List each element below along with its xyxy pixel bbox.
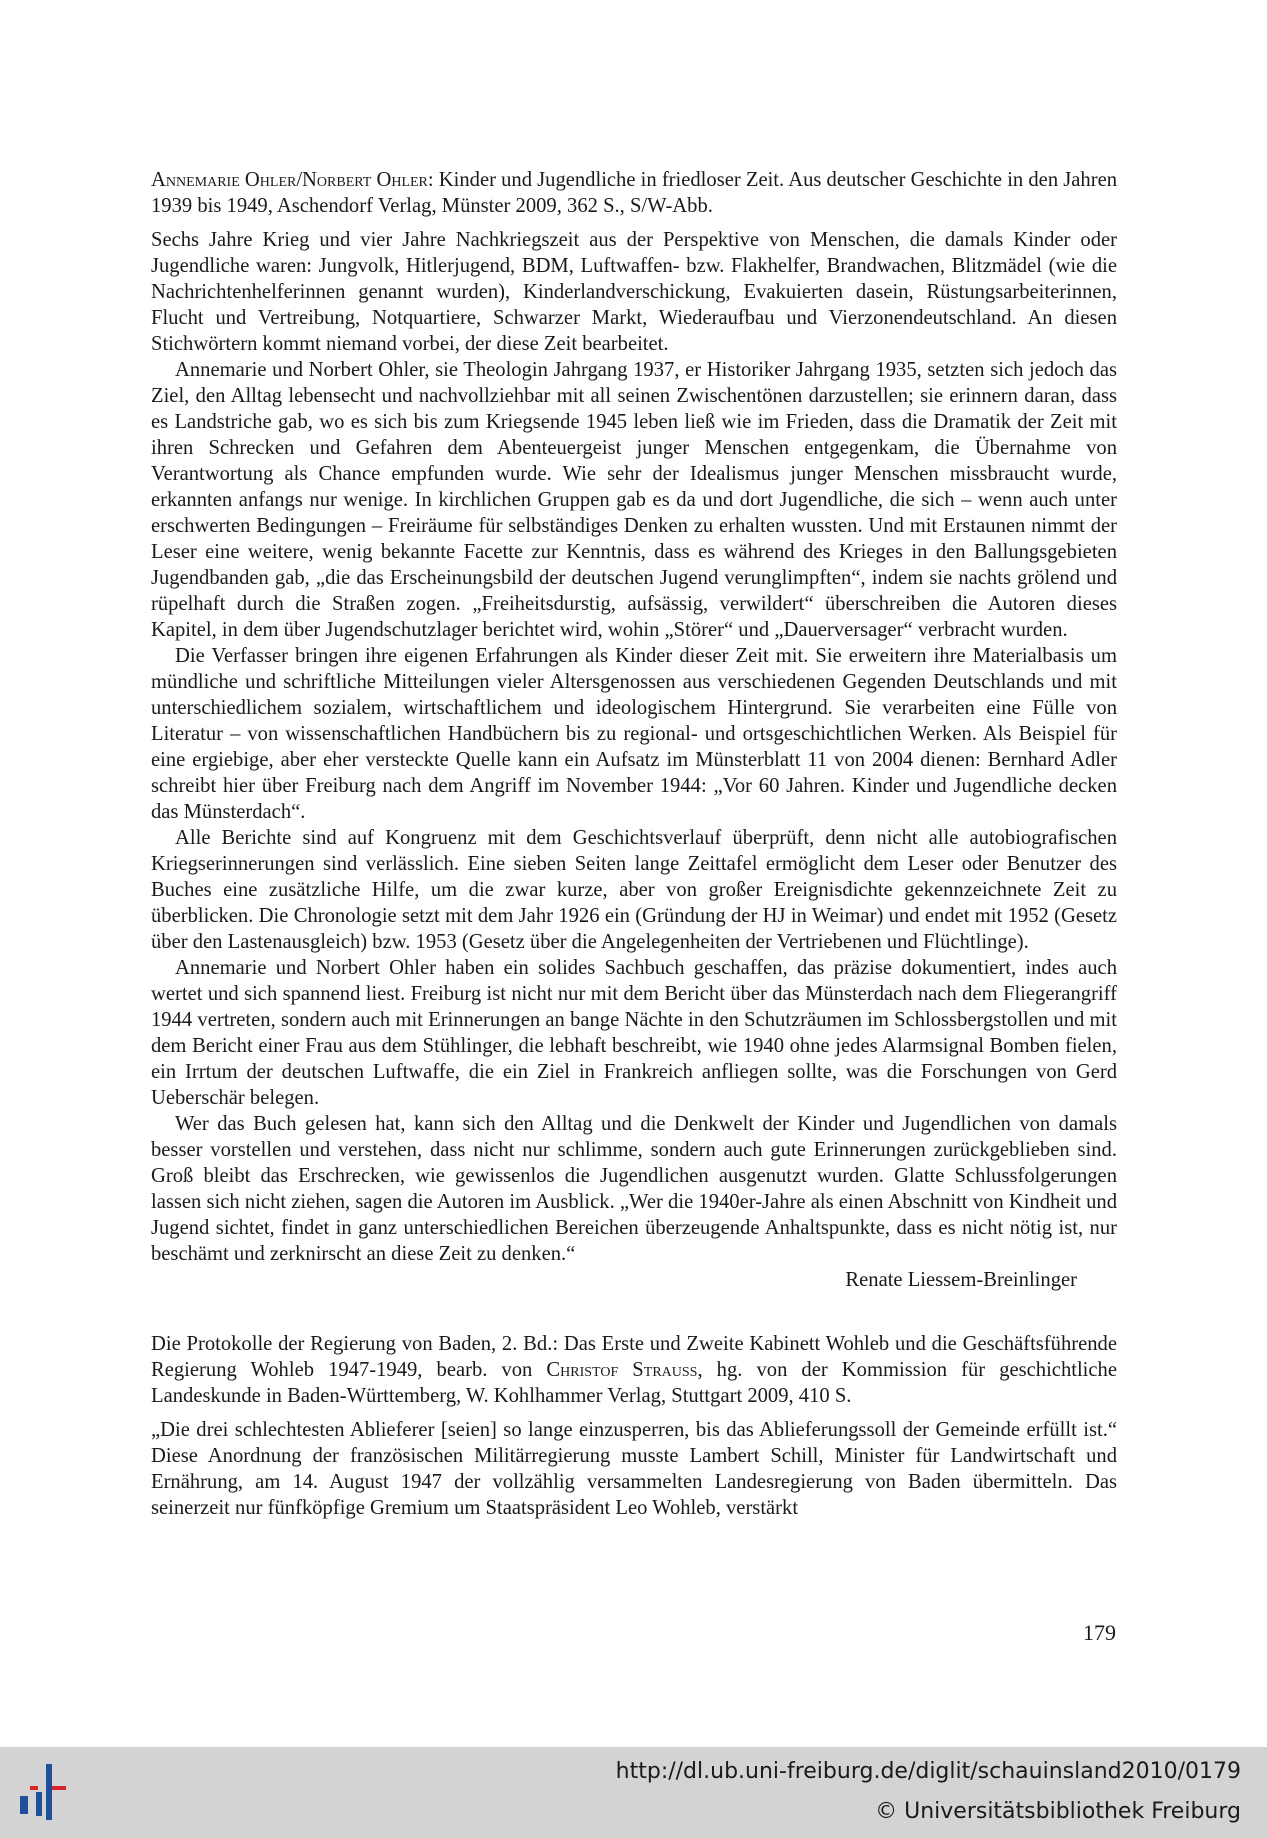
review-2	[151, 1331, 1117, 1521]
review-1	[151, 167, 1117, 1293]
review-1-paragraph: Wer das Buch gelesen hat, kann sich den Alltag und die Denkwelt der Kinder und Jugendlichen von damals besser vorstellen und verstehen, dass nicht nur schlimme, sondern auch gute Erinnerungen zurückgeblieben sind. Groß bleibt das Erschrecken, wie gewissenlos die Jugendlichen ausgenutzt wurden. Glatte Schlussfolgerungen lassen sich nicht ziehen, sagen die Autoren im Ausblick. „Wer die 1940er-Jahre als einen Abschnitt von Kindheit und Jugend sichtet, findet in ganz unterschiedlichen Bereichen überzeugende Anhaltspunkte, dass es nicht nötig ist, nur beschämt und zerknirscht an diese Zeit zu denken.“	[151, 1113, 1117, 1265]
review-1-title: : Kinder und Jugendliche in friedloser Zeit. Aus deutscher Geschichte in den Jahren 1939 bis 1949, Aschendorf Verlag, Münster 2009, 362 S., S/W-Abb.	[151, 169, 1118, 217]
document-page	[151, 167, 1117, 1521]
page-number: 179	[1083, 1620, 1116, 1645]
review-2-heading	[151, 1331, 1117, 1409]
review-2-title-start: Die Protokolle der Regierung von Baden, 2. Bd.: Das Erste und Zweite Kabinett Wohleb und die Geschäftsführende Regierung Wohleb 1947-1949, bearb. von	[151, 1333, 1117, 1381]
review-2-editor: Christof Strauß	[546, 1359, 698, 1381]
review-1-heading	[151, 167, 1117, 219]
review-1-paragraph: Annemarie und Norbert Ohler, sie Theologin Jahrgang 1937, er Historiker Jahrgang 1935, setzten sich jedoch das Ziel, den Alltag lebensecht und nachvollziehbar mit all seinen Zwischentönen darzustellen; sie erinnern daran, dass es Landstriche gab, wo es sich bis zum Kriegsende 1945 leben ließ wie im Frieden, dass die Dramatik der Zeit mit ihren Schrecken und Gefahren dem Abenteuergeist junger Menschen entgegenkam, die Übernahme von Verantwortung als Chance empfunden wurde. Wie sehr der Idealismus junger Menschen missbraucht wurde, erkannten anfangs nur wenige. In kirchlichen Gruppen gab es da und dort Jugendliche, die sich – wenn auch unter erschwerten Bedingungen – Freiräume für selbständiges Denken zu erhalten wussten. Und mit Erstaunen nimmt der Leser eine weitere, wenig bekannte Facette zur Kenntnis, dass es während des Krieges in den Ballungsgebieten Jugendbanden gab, „die das Erscheinungsbild der deutschen Jugend verunglimpften“, indem sie nachts grölend und rüpelhaft durch die Straßen zogen. „Freiheitsdurstig, aufsässig, verwildert“ überschreiben die Autoren dieses Kapitel, in dem über Jugendschutzlager berichtet wird, wohin „Störer“ und „Dauerversager“ verbracht wurden.	[151, 359, 1117, 641]
review-2-body	[151, 1417, 1117, 1521]
footer-url-link[interactable]: http://dl.ub.uni-freiburg.de/diglit/schauinsland2010/0179	[615, 1759, 1241, 1784]
review-2-paragraph: „Die drei schlechtesten Ablieferer [seien] so lange einzusperren, bis das Ablieferungssoll der Gemeinde erfüllt ist.“ Diese Anordnung der französischen Militärregierung musste Lambert Schill, Minister für Landwirtschaft und Ernährung, am 14. August 1947 der vollzählig versammelten Landesregierung von Baden übermitteln. Das seinerzeit nur fünfköpfige Gremium um Staatspräsident Leo Wohleb, verstärkt	[151, 1419, 1117, 1519]
footer-copyright: © Universitätsbibliothek Freiburg	[875, 1799, 1241, 1824]
review-1-paragraph: Alle Berichte sind auf Kongruenz mit dem Geschichtsverlauf überprüft, denn nicht alle autobiografischen Kriegserinnerungen sind verlässlich. Eine sieben Seiten lange Zeittafel ermöglicht dem Leser oder Benutzer des Buches eine zusätzliche Hilfe, um die zwar kurze, aber von großer Ereignisdichte gekennzeichnete Zeit zu überblicken. Die Chronologie setzt mit dem Jahr 1926 ein (Gründung der HJ in Weimar) und endet mit 1952 (Gesetz über den Lastenausgleich) bzw. 1953 (Gesetz über die Angelegenheiten der Vertriebenen und Flüchtlinge).	[151, 827, 1117, 953]
ub-freiburg-logo-icon	[16, 1760, 78, 1822]
review-1-paragraph: Annemarie und Norbert Ohler haben ein solides Sachbuch geschaffen, das präzise dokumentiert, indes auch wertet und sich spannend liest. Freiburg ist nicht nur mit dem Bericht über das Münsterdach nach dem Fliegerangriff 1944 vertreten, sondern auch mit Erinnerungen an bange Nächte in den Schutzräumen im Schlossbergstollen und mit dem Bericht einer Frau aus dem Stühlinger, die lebhaft beschreibt, wie 1940 ohne jedes Alarmsignal Bomben fielen, ein Irrtum der deutschen Luftwaffe, die ein Ziel in Frankreich anfliegen sollte, was die Forschungen von Gerd Ueberschär belegen.	[151, 957, 1117, 1109]
review-1-body	[151, 227, 1117, 1267]
footer-bar	[0, 1747, 1267, 1838]
review-1-signature: Renate Liessem-Breinlinger	[845, 1269, 1077, 1291]
review-2-title-end: , hg. von der Kommission für geschichtliche Landeskunde in Baden-Württemberg, W. Kohlhammer Verlag, Stuttgart 2009, 410 S.	[151, 1359, 1117, 1407]
review-1-paragraph: Sechs Jahre Krieg und vier Jahre Nachkriegszeit aus der Perspektive von Menschen, die damals Kinder oder Jugendliche waren: Jungvolk, Hitlerjugend, BDM, Luftwaffen- bzw. Flakhelfer, Brandwachen, Blitzmädel (wie die Nachrichtenhelferinnen genannt wurden), Kinderlandverschickung, Evakuierten dasein, Rüstungsarbeiterinnen, Flucht und Vertreibung, Notquartiere, Schwarzer Markt, Wiederaufbau und Vierzonendeutschland. An diesen Stichwörtern kommt niemand vorbei, der diese Zeit bearbeitet.	[151, 229, 1117, 355]
review-1-paragraph: Die Verfasser bringen ihre eigenen Erfahrungen als Kinder dieser Zeit mit. Sie erweitern ihre Materialbasis um mündliche und schriftliche Mitteilungen vieler Altersgenossen aus verschiedenen Gegenden Deutschlands und mit unterschiedlichem sozialem, wirtschaftlichem und ideologischem Hintergrund. Sie verarbeiten eine Fülle von Literatur – von wissenschaftlichen Handbüchern bis zu regional- und ortsgeschichtlichen Werken. Als Beispiel für eine ergiebige, aber eher versteckte Quelle kann ein Aufsatz im Münsterblatt 11 von 2004 dienen: Bernhard Adler schreibt hier über Freiburg nach dem Angriff im November 1944: „Vor 60 Jahren. Kinder und Jugendliche decken das Münsterdach“.	[151, 645, 1117, 823]
review-1-authors: Annemarie Ohler/Norbert Ohler	[151, 169, 428, 191]
